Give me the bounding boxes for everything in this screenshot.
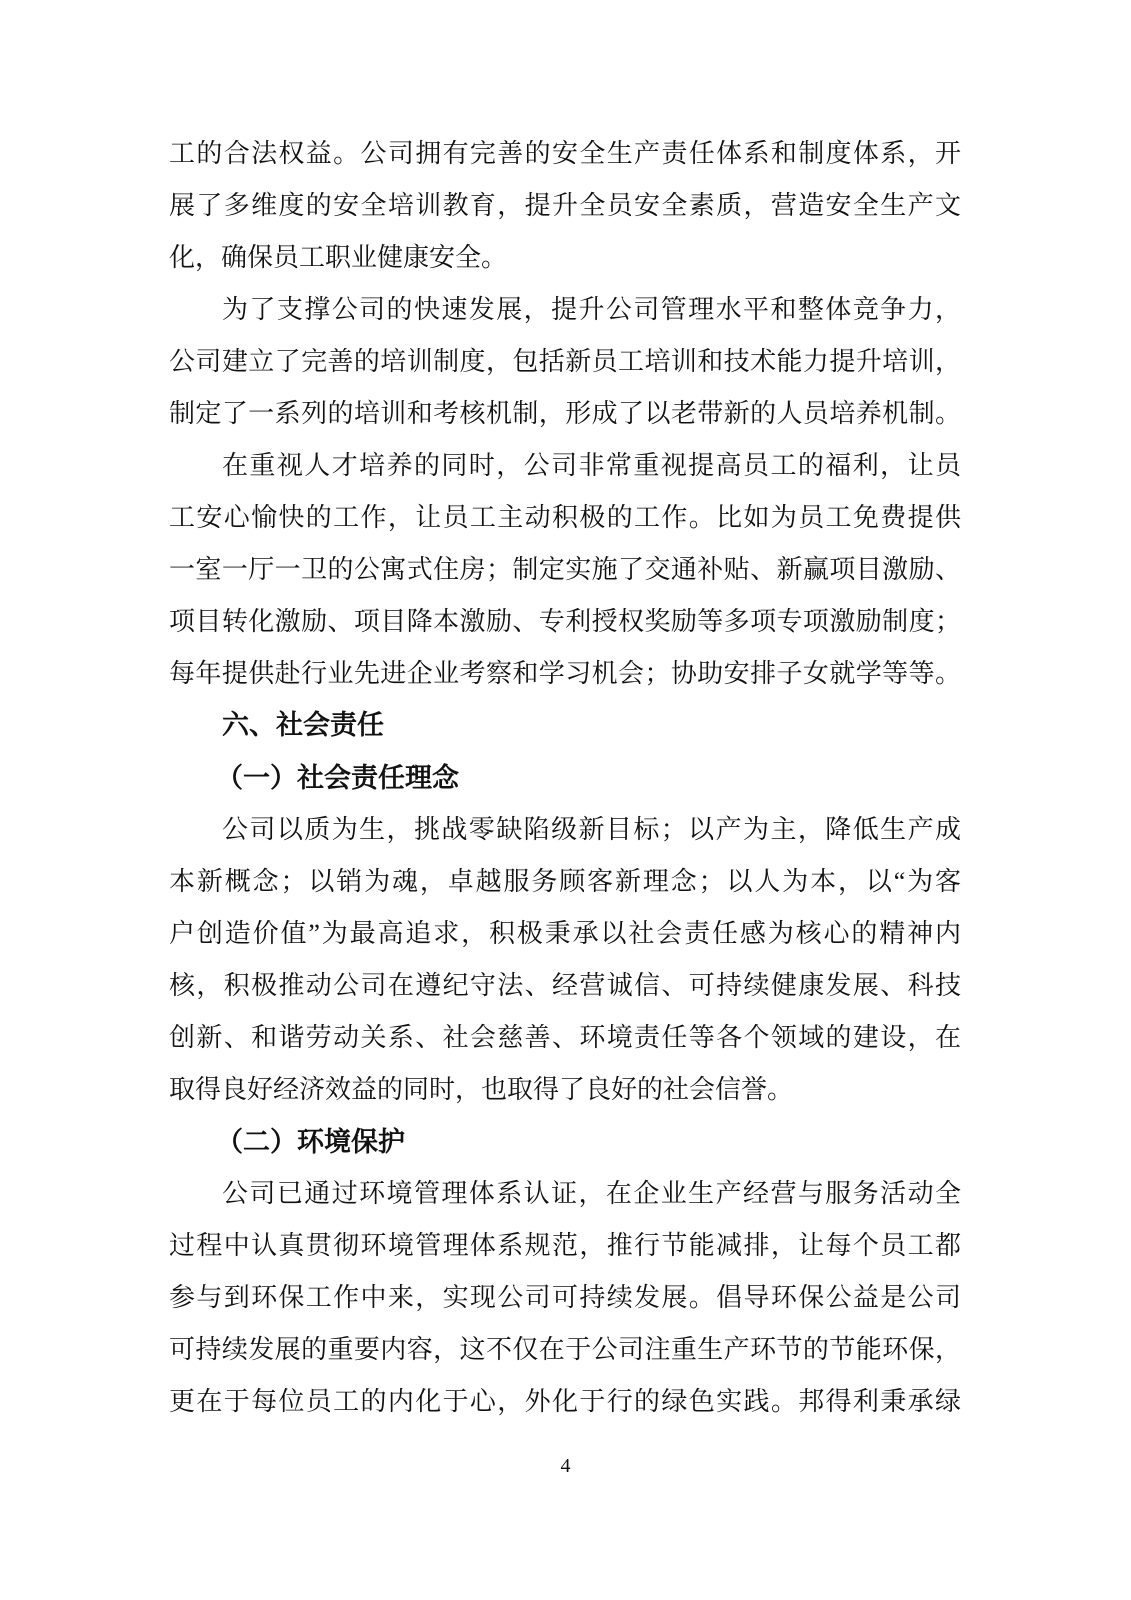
body-text-line: 创新、和谐劳动关系、社会慈善、环境责任等各个领域的建设，在 [169,1023,961,1052]
body-text-line: 户创造价值”为最高追求，积极秉承以社会责任感为核心的精神内 [169,919,961,948]
body-text-line: 工的合法权益。公司拥有完善的安全生产责任体系和制度体系，开 [169,139,961,168]
body-text-line: 为了支撑公司的快速发展，提升公司管理水平和整体竞争力， [222,295,961,324]
body-text-line: 展了多维度的安全培训教育，提升全员安全素质，营造安全生产文 [169,191,961,220]
page-number: 4 [560,1455,571,1477]
body-text-line: 每年提供赴行业先进企业考察和学习机会；协助安排子女就学等等。 [169,659,961,688]
document-body [169,128,961,1428]
section-heading: 六、社会责任 [222,710,384,741]
subsection-heading: （一）社会责任理念 [216,763,459,793]
subsection-heading: （二）环境保护 [216,1127,405,1157]
body-text-line: 参与到环保工作中来，实现公司可持续发展。倡导环保公益是公司 [169,1283,961,1312]
body-text-line: 公司以质为生，挑战零缺陷级新目标；以产为主，降低生产成 [222,815,961,844]
body-text-line: 项目转化激励、项目降本激励、专利授权奖励等多项专项激励制度； [169,607,961,636]
body-text-line: 公司建立了完善的培训制度，包括新员工培训和技术能力提升培训， [169,347,961,376]
body-text-line: 公司已通过环境管理体系认证，在企业生产经营与服务活动全 [222,1179,961,1208]
body-text-line: 本新概念；以销为魂，卓越服务顾客新理念；以人为本，以“为客 [169,867,961,896]
body-text-line: 化，确保员工职业健康安全。 [169,243,508,272]
body-text-line: 核，积极推动公司在遵纪守法、经营诚信、可持续健康发展、科技 [169,971,961,1000]
body-text-line: 过程中认真贯彻环境管理体系规范，推行节能减排，让每个员工都 [169,1231,961,1260]
body-text-line: 工安心愉快的工作，让员工主动积极的工作。比如为员工免费提供 [169,503,961,532]
body-text-line: 取得良好经济效益的同时，也取得了良好的社会信誉。 [169,1075,794,1104]
body-text-line: 制定了一系列的培训和考核机制，形成了以老带新的人员培养机制。 [169,399,961,428]
body-text-line: 更在于每位员工的内化于心，外化于行的绿色实践。邦得利秉承绿 [169,1387,961,1416]
body-text-line: 一室一厅一卫的公寓式住房；制定实施了交通补贴、新赢项目激励、 [169,555,961,584]
body-text-line: 在重视人才培养的同时，公司非常重视提高员工的福利，让员 [222,451,961,480]
body-text-line: 可持续发展的重要内容，这不仅在于公司注重生产环节的节能环保， [169,1335,961,1364]
